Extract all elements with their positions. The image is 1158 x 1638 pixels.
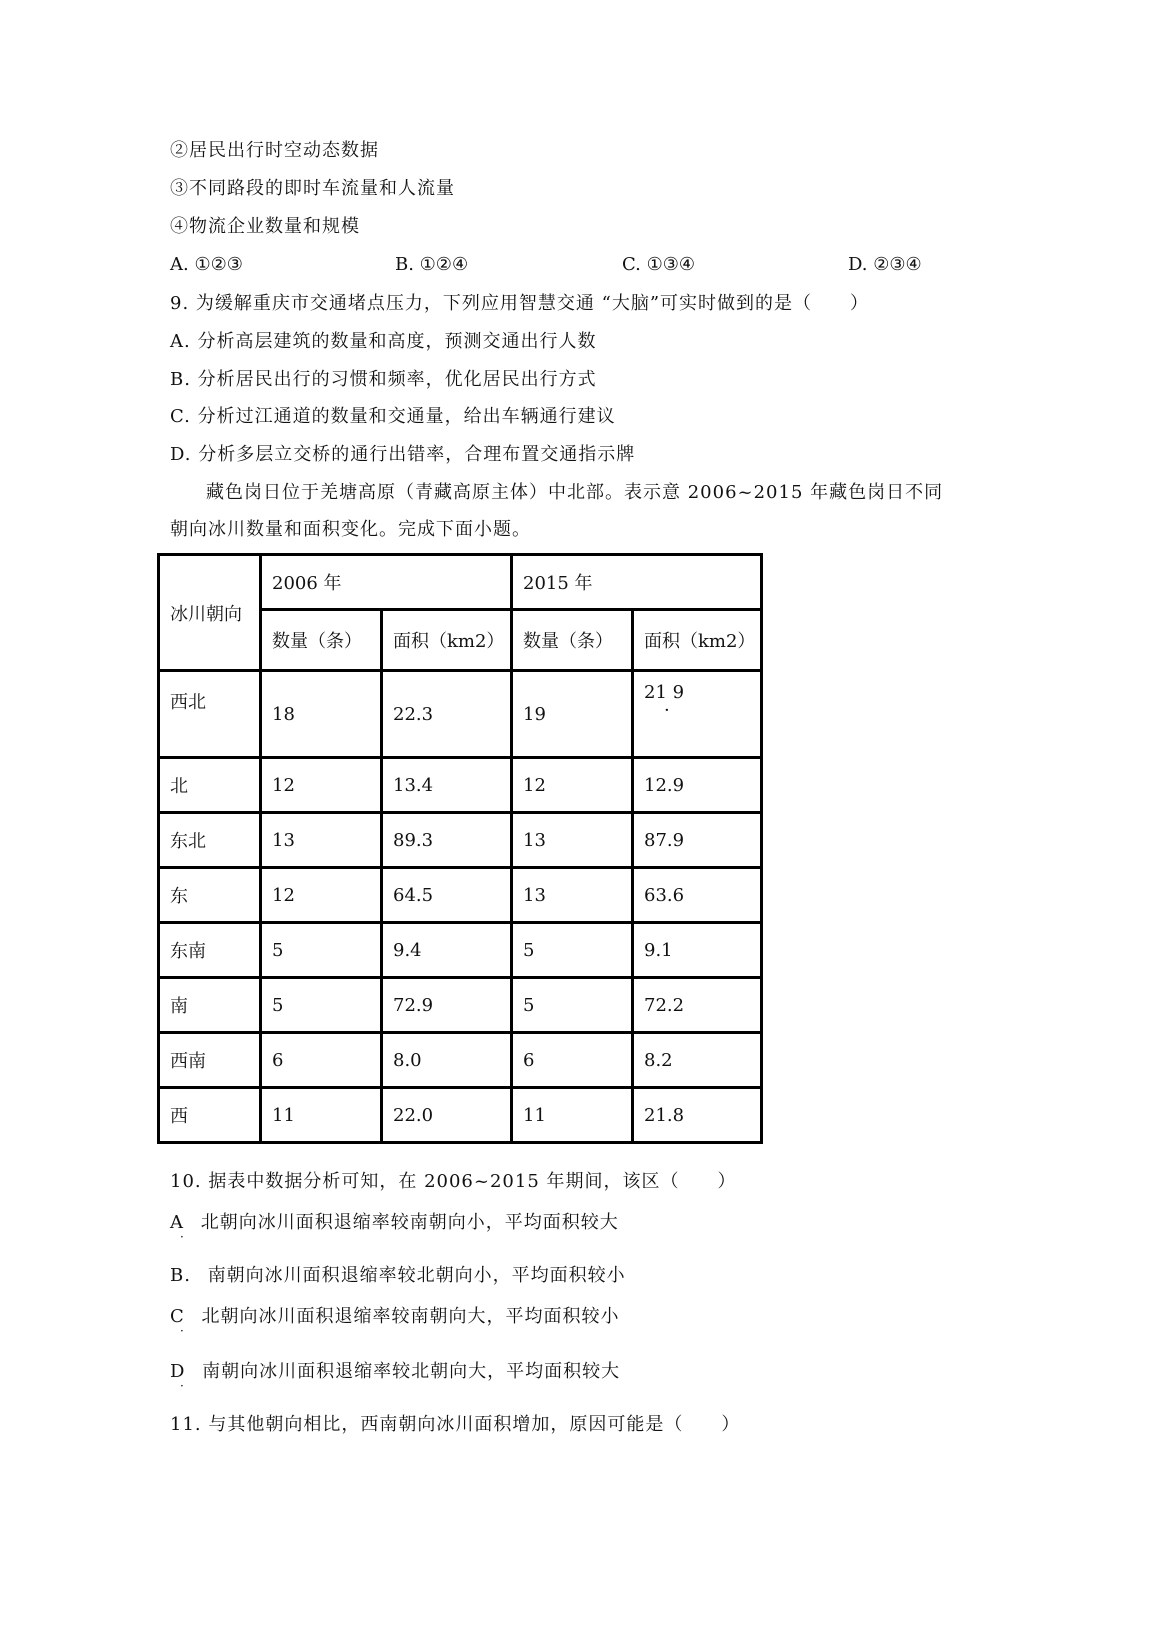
cell-direction: 东北 [159,813,261,868]
cell-count-2006: 5 [261,978,382,1033]
statement-2: ②居民出行时空动态数据 [170,140,379,161]
cell-area-2006: 72.9 [382,978,512,1033]
q10-option-c-text: 北朝向冰川面积退缩率较南朝向大，平均面积较小 [201,1306,620,1327]
cell-area-2006: 64.5 [382,868,512,923]
cell-count-2006: 18 [261,671,382,758]
cell-area-2015: 21.8 [633,1088,762,1143]
q9-option-d: D. 分析多层立交桥的通行出错率，合理布置交通指示牌 [170,444,636,465]
cell-direction: 西 [159,1088,261,1143]
q8-options [170,254,990,278]
q10-option-d-dot: · [180,1379,184,1393]
cell-count-2015: 13 [512,813,633,868]
q10-option-d [170,1357,620,1383]
cell-count-2015: 6 [512,1033,633,1088]
q8-option-a: A. ①②③ [170,254,243,275]
q9-option-a: A. 分析高层建筑的数量和高度，预测交通出行人数 [170,331,597,352]
q9-option-c: C. 分析过江通道的数量和交通量，给出车辆通行建议 [170,406,616,427]
table-row [159,978,762,1033]
statement-4: ④物流企业数量和规模 [170,216,360,237]
table-row [159,758,762,813]
table-row [159,923,762,978]
q8-option-c: C. ①③④ [622,254,695,275]
statement-3: ③不同路段的即时车流量和人流量 [170,178,455,199]
cell-count-2006: 12 [261,868,382,923]
cell-area-2015 [633,671,762,758]
header-2006: 2006 年 [261,555,512,610]
header-direction: 冰川朝向 [159,555,261,671]
passage-line-2: 朝向冰川数量和面积变化。完成下面小题。 [170,519,531,540]
q10-option-b-label: B. [170,1265,191,1286]
q10-option-a-text: 北朝向冰川面积退缩率较南朝向小，平均面积较大 [200,1212,619,1233]
cell-direction: 东南 [159,923,261,978]
cell-area-2015: 9.1 [633,923,762,978]
cell-direction: 西北 [159,671,261,758]
q9-stem: 9. 为缓解重庆市交通堵点压力，下列应用智慧交通 “大脑”可实时做到的是（ ） [170,293,870,314]
q10-option-c [170,1302,620,1328]
cell-area-2006: 22.3 [382,671,512,758]
header-count-2015: 数量（条） [512,610,633,671]
cell-area-2006: 89.3 [382,813,512,868]
q10-option-b [170,1261,626,1287]
q10-option-b-text: 南朝向冰川面积退缩率较北朝向小，平均面积较小 [207,1265,626,1286]
cell-count-2015: 13 [512,868,633,923]
cell-area-2015: 8.2 [633,1033,762,1088]
cell-count-2006: 13 [261,813,382,868]
cell-direction: 南 [159,978,261,1033]
glacier-table [157,553,763,1144]
table-row [159,868,762,923]
q10-option-a [170,1208,619,1234]
cell-area-2015: 72.2 [633,978,762,1033]
cell-area-2015: 63.6 [633,868,762,923]
table-row [159,813,762,868]
header-count-2006: 数量（条） [261,610,382,671]
q10-option-a-label: A [170,1212,184,1233]
cell-area-2006: 13.4 [382,758,512,813]
cell-area-2015: 87.9 [633,813,762,868]
cell-count-2015: 12 [512,758,633,813]
header-area-2006: 面积（km2） [382,610,512,671]
q8-option-d: D. ②③④ [848,254,922,275]
cell-count-2015: 11 [512,1088,633,1143]
cell-direction: 西南 [159,1033,261,1088]
q10-option-c-dot: · [180,1324,184,1338]
table-row [159,1088,762,1143]
q10-option-d-label: D [170,1361,186,1382]
cell-count-2006: 12 [261,758,382,813]
table-row [159,671,762,758]
cell-count-2006: 11 [261,1088,382,1143]
cell-area-2006: 8.0 [382,1033,512,1088]
q10-option-a-dot: · [180,1230,184,1244]
q9-option-b: B. 分析居民出行的习惯和频率，优化居民出行方式 [170,369,597,390]
passage-line-1: 藏色岗日位于羌塘高原（青藏高原主体）中北部。表示意 2006~2015 年藏色岗日不同 [206,482,944,503]
cell-count-2015: 5 [512,923,633,978]
q10-option-d-text: 南朝向冰川面积退缩率较北朝向大，平均面积较大 [202,1361,621,1382]
q8-option-b: B. ①②④ [395,254,469,275]
cell-area-2015: 12.9 [633,758,762,813]
cell-direction: 东 [159,868,261,923]
cell-count-2015: 5 [512,978,633,1033]
cell-area-2006: 9.4 [382,923,512,978]
cell-area-2015-value: 21 9 [644,682,685,703]
cell-area-2006: 22.0 [382,1088,512,1143]
cell-direction: 北 [159,758,261,813]
cell-count-2015: 19 [512,671,633,758]
cell-count-2006: 6 [261,1033,382,1088]
header-2015: 2015 年 [512,555,762,610]
cell-area-2015-dot: · [664,700,670,721]
q11-stem: 11. 与其他朝向相比，西南朝向冰川面积增加，原因可能是（ ） [170,1414,741,1435]
q10-option-c-label: C [170,1306,185,1327]
header-area-2015: 面积（km2） [633,610,762,671]
table-row [159,1033,762,1088]
q10-stem: 10. 据表中数据分析可知，在 2006~2015 年期间，该区（ ） [170,1171,737,1192]
cell-count-2006: 5 [261,923,382,978]
